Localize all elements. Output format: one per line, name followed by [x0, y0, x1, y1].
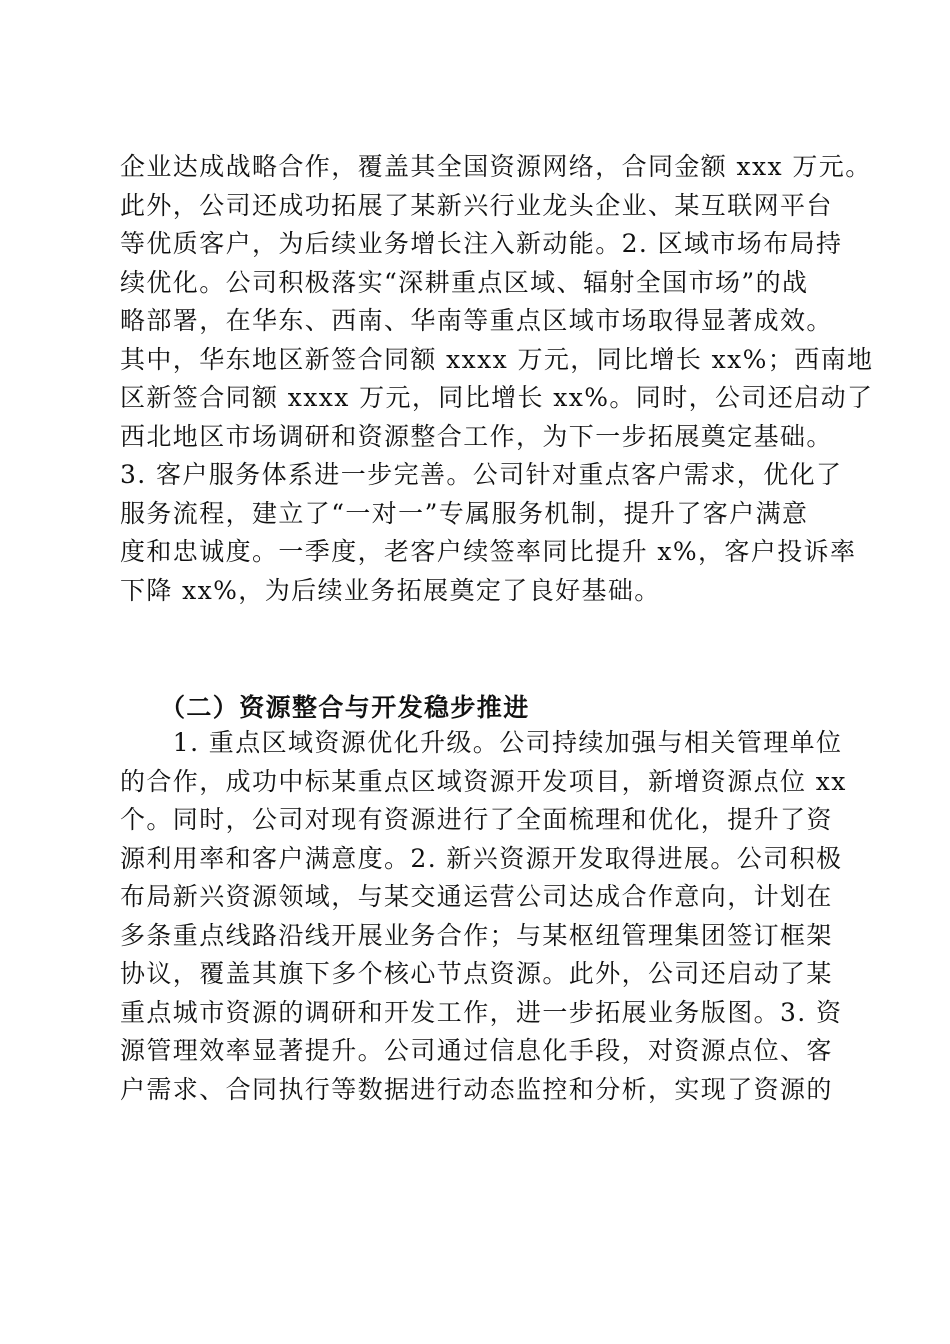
paragraph-line: 度和忠诚度。一季度，老客户续签率同比提升 x%，客户投诉率 [120, 537, 857, 566]
paragraph-line: 等优质客户，为后续业务增长注入新动能。2. 区域市场布局持 [120, 229, 843, 258]
paragraph-line: 企业达成战略合作，覆盖其全国资源网络，合同金额 xxx 万元。 [120, 152, 872, 181]
paragraph-line: 3. 客户服务体系进一步完善。公司针对重点客户需求，优化了 [120, 460, 843, 489]
paragraph-line: 协议，覆盖其旗下多个核心节点资源。此外，公司还启动了某 [120, 959, 833, 988]
body-paragraph-1 [120, 148, 874, 610]
paragraph-line: 多条重点线路沿线开展业务合作；与某枢纽管理集团签订框架 [120, 920, 833, 950]
paragraph-line: 此外，公司还成功拓展了某新兴行业龙头企业、某互联网平台 [120, 190, 833, 220]
paragraph-line: 重点城市资源的调研和开发工作，进一步拓展业务版图。3. 资 [120, 997, 843, 1027]
paragraph-line: 服务流程，建立了“一对一”专属服务机制，提升了客户满意 [120, 498, 809, 528]
paragraph-line: 户需求、合同执行等数据进行动态监控和分析，实现了资源的 [120, 1074, 833, 1104]
paragraph-line: 略部署，在华东、西南、华南等重点区域市场取得显著成效。 [120, 306, 833, 335]
paragraph-line: 下降 xx%，为后续业务拓展奠定了良好基础。 [120, 575, 661, 605]
paragraph-line: 源利用率和客户满意度。2. 新兴资源开发取得进展。公司积极 [120, 843, 843, 873]
paragraph-line: 个。同时，公司对现有资源进行了全面梳理和优化，提升了资 [120, 805, 833, 834]
paragraph-line: 区新签合同额 xxxx 万元，同比增长 xx%。同时，公司还启动了 [120, 383, 874, 412]
paragraph-line: 源管理效率显著提升。公司通过信息化手段，对资源点位、客 [120, 1036, 833, 1065]
paragraph-line: 1. 重点区域资源优化升级。公司持续加强与相关管理单位 [120, 728, 843, 757]
paragraph-line: 西北地区市场调研和资源整合工作，为下一步拓展奠定基础。 [120, 421, 833, 451]
body-paragraph-2 [120, 724, 847, 1109]
paragraph-line: 续优化。公司积极落实“深耕重点区域、辐射全国市场”的战 [120, 267, 809, 297]
paragraph-line: 其中，华东地区新签合同额 xxxx 万元，同比增长 xx%；西南地 [120, 344, 874, 374]
section-heading: （二）资源整合与开发稳步推进 [160, 693, 530, 722]
paragraph-line: 的合作，成功中标某重点区域资源开发项目，新增资源点位 xx [120, 766, 847, 796]
paragraph-line: 布局新兴资源领域，与某交通运营公司达成合作意向，计划在 [120, 882, 833, 911]
